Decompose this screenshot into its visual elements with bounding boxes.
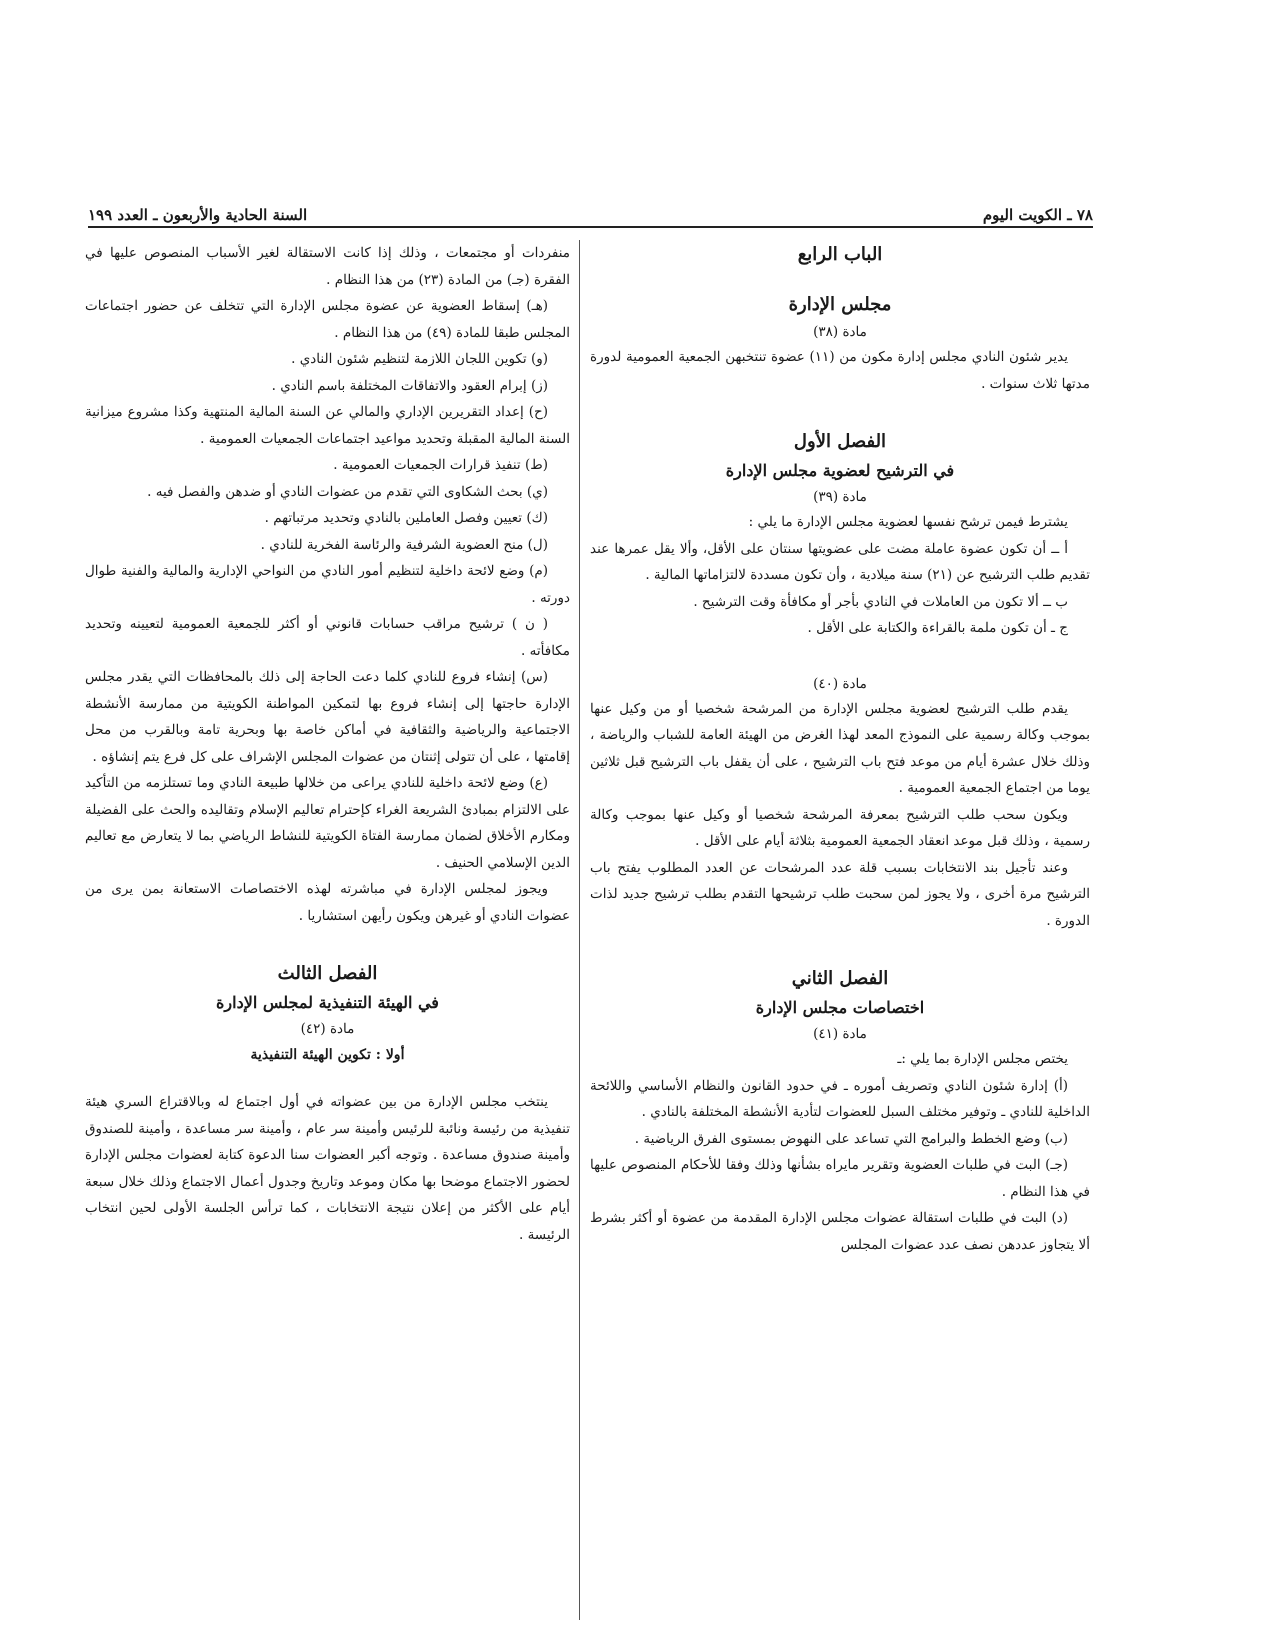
article-41-heading: مادة (٤١): [813, 1026, 867, 1042]
right-column: [590, 240, 1090, 1610]
column-divider: [579, 240, 580, 1620]
section-3-title: الفصل الثالث: [277, 963, 378, 984]
article-41-item-m: (م) وضع لائحة داخلية لتنظيم أمور النادي من النواحي الإدارية والمالية والفنية طوال دورته .: [85, 563, 570, 606]
article-39-item-a: أ ــ أن تكون عضوة عاملة مضت على عضويتها سنتان على الأقل، وألا يقل عمرها عند تقديم طلب الترشيح عن (٢١) سنة ميلادية ، وأن تكون مسددة لالتزاماتها المالية .: [590, 540, 1090, 583]
article-41-item-t: (ط) تنفيذ قرارات الجمعيات العمومية .: [333, 457, 548, 473]
article-40-paragraph-3: وعند تأجيل بند الانتخابات بسبب قلة عدد المرشحات عن العدد المطلوب يفتح باب الترشيح مرة أخرى ، ولا يجوز لمن سحبت طلب ترشيحها التقدم بطلب ترشيح جديد لذات الدورة .: [590, 859, 1090, 929]
article-41-item-y: (ي) بحث الشكاوى التي تقدم من عضوات النادي أو ضدهن والفصل فيه .: [147, 483, 548, 500]
article-41-item-s: (س) إنشاء فروع للنادي كلما دعت الحاجة إلى ذلك بالمحافظات التي يقدر مجلس الإدارة حاجتها إلى إنشاء فروع بها لتمكين المواطنة الكويتية من ممارسة الأنشطة الاجتماعية والرياضية والثقافية في أماكن خاصة بها وبحرية تامة وبالقرب من محل إقامتها ، على أن تتولى إثنتان من عضوات المجلس الإشراف على كل فرع يتم إنشاؤه .: [85, 669, 570, 765]
section-2-title: الفصل الثاني: [791, 968, 889, 989]
article-41-item-k: (ك) تعيين وفصل العاملين بالنادي وتحديد مرتباتهم .: [264, 510, 548, 526]
continued-text: منفردات أو مجتمعات ، وذلك إذا كانت الاستقالة لغير الأسباب المنصوص عليها في الفقرة (جـ) من المادة (٢٣) من هذا النظام .: [85, 245, 570, 288]
section-1-title: الفصل الأول: [793, 431, 887, 452]
chapter-title: الباب الرابع: [797, 244, 883, 265]
section-1-subtitle: في الترشيح لعضوية مجلس الإدارة: [725, 461, 955, 480]
article-41-item-b: (ب) وضع الخطط والبرامج التي تساعد على النهوض بمستوى الفرق الرياضية .: [634, 1130, 1068, 1147]
article-41-closing: ويجوز لمجلس الإدارة في مباشرته لهذه الاختصاصات الاستعانة بمن يرى من عضوات النادي أو غيرهن ويكون رأيهن استشاريا .: [85, 881, 570, 924]
article-41-item-ain: (ع) وضع لائحة داخلية للنادي يراعى من خلالها طبيعة النادي وما تستلزمه من التأكيد على الالتزام بمبادئ الشريعة الغراء كإحترام تعاليم الإسلام وتقاليده والحث على الفضيلة ومكارم الأخلاق لضمان ممارسة الفتاة الكويتية للنشاط الرياضي بما لا يتعارض مع تعاليم الدين الإسلامي الحنيف .: [85, 775, 570, 871]
article-39-heading: مادة (٣٩): [813, 489, 867, 505]
article-41-item-h: (هـ) إسقاط العضوية عن عضوة مجلس الإدارة التي تتخلف عن حضور اجتماعات المجلس طبقا للمادة (٤٩) من هذا النظام .: [85, 298, 570, 341]
article-42-text: ينتخب مجلس الإدارة من بين عضواته في أول اجتماع له وبالاقتراع السري هيئة تنفيذية من رئيسة ونائبة للرئيس وأمينة سر عام ، وأمينة سر مساعدة ، وأمينة للصندوق وأمينة صندوق مساعدة . وتوجه أكبر العضوات سنا الدعوة كتابة لعضوات مجلس الإدارة لحضور الاجتماع موضحا بها مكان وموعد وتاريخ وجدول أعمال الاجتماع وذلك خلال سبعة أيام على الأكثر من إعلان نتيجة الانتخابات ، كما ترأس الجلسة الأولى لحين انتخاب الرئيسة .: [85, 1094, 570, 1243]
article-40-paragraph-2: ويكون سحب طلب الترشيح بمعرفة المرشحة شخصيا أو وكيل عنها بموجب وكالة رسمية ، وذلك قبل موعد انعقاد الجمعية العمومية بثلاثة أيام على الأقل .: [590, 806, 1090, 849]
article-41-item-d: (د) البت في طلبات استقالة عضوات مجلس الإدارة المقدمة من عضوة أو أكثر بشرط ألا يتجاوز عددهن نصف عدد عضوات المجلس: [590, 1210, 1090, 1253]
article-41-item-w: (و) تكوين اللجان اللازمة لتنظيم شئون النادي .: [291, 351, 548, 367]
left-column: [85, 240, 570, 1610]
article-41-item-ha: (ح) إعداد التقريرين الإداري والمالي عن السنة المالية المنتهية وكذا مشروع ميزانية السنة المالية المقبلة وتحديد مواعيد اجتماعات الجمعيات العمومية .: [85, 404, 570, 447]
article-41-item-c: (جـ) البت في طلبات العضوية وتقرير مايراه بشأنها وذلك وفقا للأحكام المنصوص عليها في هذا النظام .: [590, 1157, 1090, 1200]
article-41-item-z: (ز) إبرام العقود والاتفاقات المختلفة باسم النادي .: [271, 377, 548, 394]
page-header: [88, 200, 1093, 224]
article-41-intro: يختص مجلس الإدارة بما يلي :ـ: [897, 1051, 1068, 1067]
article-39-item-c: ج ـ أن تكون ملمة بالقراءة والكتابة على الأقل .: [807, 620, 1068, 636]
article-38-text: يدير شئون النادي مجلس إدارة مكون من (١١) عضوة تنتخبهن الجمعية العمومية لدورة مدتها ثلاث سنوات .: [590, 349, 1090, 392]
article-39-intro: يشترط فيمن ترشح نفسها لعضوية مجلس الإدارة ما يلي :: [748, 514, 1068, 530]
page-number-label: ٧٨ ـ الكويت اليوم: [982, 206, 1093, 224]
section-3-subtitle: في الهيئة التنفيذية لمجلس الإدارة: [216, 993, 439, 1012]
article-42-subheading: أولا : تكوين الهيئة التنفيذية: [250, 1047, 405, 1063]
article-42-heading: مادة (٤٢): [300, 1021, 355, 1037]
board-title: مجلس الإدارة: [788, 294, 892, 315]
article-41-item-a: (أ) إدارة شئون النادي وتصريف أموره ـ في حدود القانون والنظام الأساسي واللائحة الداخلية للنادي ـ وتوفير مختلف السبل للعضوات لتأدية الأنشطة المختلفة بالنادي .: [590, 1077, 1090, 1120]
section-2-subtitle: اختصاصات مجلس الإدارة: [755, 998, 925, 1017]
header-rule: [88, 226, 1093, 228]
article-40-heading: مادة (٤٠): [813, 675, 867, 692]
article-40-paragraph-1: يقدم طلب الترشيح لعضوية مجلس الإدارة من المرشحة شخصيا أو من وكيل عنها بموجب وكالة رسمية على النموذج المعد لهذا الغرض من الهيئة العامة للشباب والرياضة ، وذلك خلال عشرة أيام من موعد فتح باب الترشيح ، على أن يقفل باب الترشيح قبل ثلاثين يوما من اجتماع الجمعية العمومية .: [590, 700, 1090, 796]
article-38-heading: مادة (٣٨): [813, 324, 867, 340]
article-41-item-n: ( ن ) ترشيح مراقب حسابات قانوني أو أكثر للجمعية العمومية لتعيينه وتحديد مكافأته .: [85, 616, 570, 659]
issue-label: السنة الحادية والأربعون ـ العدد ١٩٩: [88, 206, 308, 224]
article-41-item-l: (ل) منح العضوية الشرفية والرئاسة الفخرية للنادي .: [260, 536, 548, 553]
article-39-item-b: ب ــ ألا تكون من العاملات في النادي بأجر أو مكافأة وقت الترشيح .: [693, 593, 1068, 610]
